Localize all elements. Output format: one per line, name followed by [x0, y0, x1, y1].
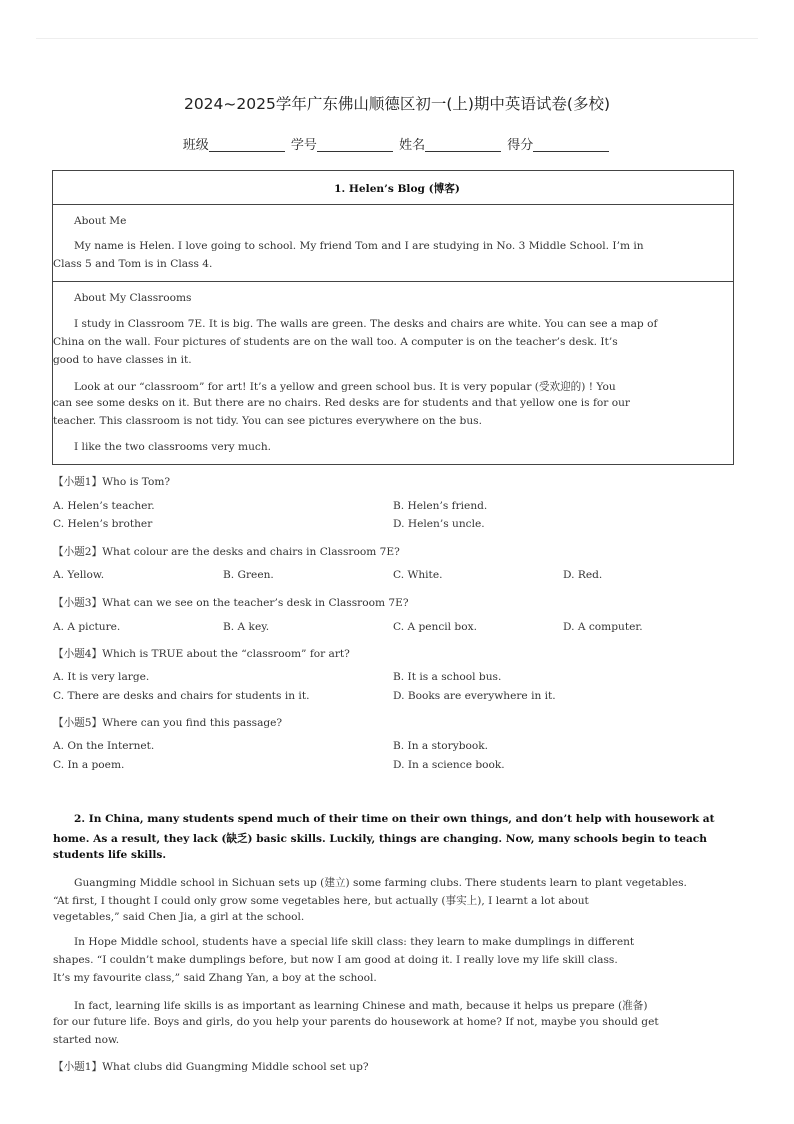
answer-option[interactable]: C. Helen’s brother: [53, 518, 153, 530]
answer-option[interactable]: B. In a storybook.: [393, 740, 489, 752]
question-text: 【小题4】Which is TRUE about the “classroom” for art?: [53, 648, 350, 660]
section2-intro-line: home. As a result, they lack (缺乏) basic skills. Luckily, things are changing. Now, many schools begin to teach: [53, 833, 707, 845]
passage-line: In Hope Middle school, students have a special life skill class: they learn to make dumplings in different: [74, 936, 635, 948]
answer-option[interactable]: A. A picture.: [53, 621, 121, 633]
passage-line: It’s my favourite class,” said Zhang Yan, a boy at the school.: [53, 972, 377, 984]
passage-line: for our future life. Boys and girls, do you help your parents do housework at home? If not, maybe you should get: [53, 1016, 659, 1028]
passage-line: “At first, I thought I could only grow some vegetables here, but actually (事实上), I learnt a lot about: [53, 895, 589, 907]
classrooms-line: Look at our “classroom” for art! It’s a yellow and green school bus. It is very popular (受欢迎的) ! You: [74, 381, 616, 393]
question-text: 【小题3】What can we see on the teacher’s desk in Classroom 7E?: [53, 597, 409, 609]
classrooms-line: I like the two classrooms very much.: [74, 441, 272, 453]
answer-option[interactable]: A. Yellow.: [53, 569, 105, 581]
passage-line: In fact, learning life skills is as important as learning Chinese and math, because it helps us prepare (准备): [74, 1000, 648, 1012]
classrooms-line: I study in Classroom 7E. It is big. The walls are green. The desks and chairs are white. You can see a map of: [74, 318, 658, 330]
class-label: 班级: [182, 138, 209, 153]
classrooms-title: About My Classrooms: [74, 292, 192, 304]
blog-header: 1. Helen’s Blog (博客): [334, 183, 460, 195]
passage-line: started now.: [53, 1034, 120, 1046]
answer-option[interactable]: D. Helen’s uncle.: [393, 518, 485, 530]
answer-option[interactable]: B. A key.: [223, 621, 270, 633]
answer-option[interactable]: B. It is a school bus.: [393, 671, 502, 683]
section2-intro-line: 2. In China, many students spend much of their time on their own things, and don’t help with housework at: [74, 813, 715, 825]
answer-option[interactable]: B. Green.: [223, 569, 274, 581]
answer-option[interactable]: D. Books are everywhere in it.: [393, 690, 556, 702]
answer-option[interactable]: B. Helen’s friend.: [393, 500, 488, 512]
answer-option[interactable]: A. It is very large.: [53, 671, 150, 683]
answer-option[interactable]: C. There are desks and chairs for students in it.: [53, 690, 310, 702]
question-text: 【小题1】What clubs did Guangming Middle school set up?: [53, 1061, 369, 1073]
answer-option[interactable]: C. In a poem.: [53, 759, 125, 771]
answer-option[interactable]: A. Helen’s teacher.: [53, 500, 155, 512]
question-text: 【小题5】Where can you find this passage?: [53, 717, 283, 729]
classrooms-line: teacher. This classroom is not tidy. You can see pictures everywhere on the bus.: [53, 415, 482, 427]
classrooms-line: China on the wall. Four pictures of students are on the wall too. A computer is on the teacher’s desk. It’s: [53, 336, 618, 348]
score-label: 得分: [507, 138, 534, 153]
about-me-line: My name is Helen. I love going to school. My friend Tom and I are studying in No. 3 Middle School. I’m in: [74, 240, 644, 252]
question-text: 【小题1】Who is Tom?: [53, 476, 171, 488]
about-me-line: Class 5 and Tom is in Class 4.: [53, 258, 213, 270]
section2-intro-line: students life skills.: [53, 849, 167, 861]
answer-option[interactable]: C. White.: [393, 569, 443, 581]
passage-line: vegetables,” said Chen Jia, a girl at the school.: [53, 911, 305, 923]
answer-option[interactable]: C. A pencil box.: [393, 621, 477, 633]
answer-option[interactable]: D. In a science book.: [393, 759, 505, 771]
answer-option[interactable]: A. On the Internet.: [53, 740, 155, 752]
passage-line: Guangming Middle school in Sichuan sets up (建立) some farming clubs. There students learn to plant vegetables.: [74, 877, 687, 889]
page-title: 2024~2025学年广东佛山顺德区初一(上)期中英语试卷(多校): [183, 95, 611, 113]
classrooms-line: can see some desks on it. But there are no chairs. Red desks are for students and that yellow one is for our: [53, 397, 630, 409]
passage-line: shapes. “I couldn’t make dumplings before, but now I am good at doing it. I really love my life skill class.: [53, 954, 618, 966]
question-text: 【小题2】What colour are the desks and chairs in Classroom 7E?: [53, 546, 400, 558]
classrooms-line: good to have classes in it.: [53, 354, 192, 366]
answer-option[interactable]: D. A computer.: [563, 621, 643, 633]
answer-option[interactable]: D. Red.: [563, 569, 603, 581]
name-label: 姓名: [399, 138, 426, 153]
about-me-title: About Me: [74, 215, 127, 227]
student-id-label: 学号: [290, 138, 317, 153]
